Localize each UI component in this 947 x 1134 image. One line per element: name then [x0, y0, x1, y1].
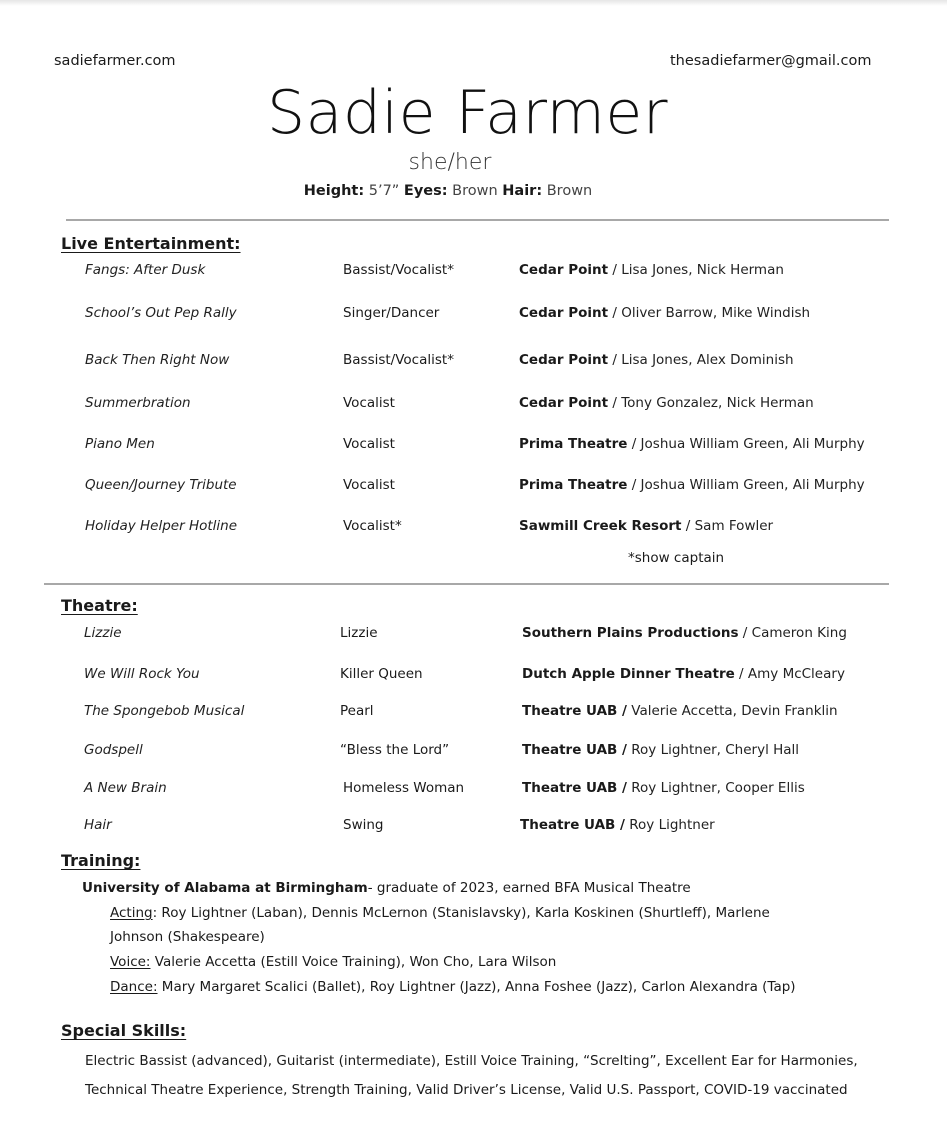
credit-show: Godspell — [84, 742, 143, 758]
credit-venue: Southern Plains Productions — [522, 625, 739, 641]
credit-role: Singer/Dancer — [343, 305, 440, 321]
credit-show: Summerbration — [85, 395, 191, 411]
credit-show: Hair — [84, 817, 112, 833]
credit-venue: Cedar Point — [519, 352, 609, 368]
dance-label: Dance: — [110, 979, 158, 995]
credit-show: Piano Men — [85, 436, 155, 452]
website-link[interactable]: sadiefarmer.com — [54, 53, 176, 69]
credit-role: Lizzie — [340, 625, 378, 641]
section-title-training: Training: — [61, 851, 141, 870]
page-top-shadow — [0, 0, 947, 6]
credit-show: School’s Out Pep Rally — [85, 305, 237, 321]
skills-line: Technical Theatre Experience, Strength Training, Valid Driver’s License, Valid U.S. Passport, COVID-19 vaccinated — [85, 1082, 848, 1098]
school-name: University of Alabama at Birmingham — [82, 880, 368, 896]
credit-venue: Dutch Apple Dinner Theatre — [522, 666, 735, 682]
credit-company — [522, 625, 847, 641]
credit-director: Roy Lightner, Cheryl Hall — [626, 742, 800, 758]
credit-venue: Cedar Point — [519, 262, 609, 278]
training-acting-cont: Johnson (Shakespeare) — [110, 929, 265, 945]
training-dance — [110, 979, 796, 995]
credit-director: / Joshua William Green, Ali Murphy — [627, 477, 865, 493]
page-title: Sadie Farmer — [266, 78, 668, 148]
credit-venue: Cedar Point — [519, 305, 609, 321]
pronouns: she/her — [408, 150, 492, 175]
credit-venue: Theatre UAB / — [522, 742, 627, 758]
credit-role: Killer Queen — [340, 666, 423, 682]
height-value: 5’7” — [368, 183, 400, 199]
credit-director: / Tony Gonzalez, Nick Herman — [608, 395, 814, 411]
credit-role: “Bless the Lord” — [340, 742, 450, 758]
credit-show: Queen/Journey Tribute — [85, 477, 237, 493]
hair-label: Hair: — [502, 183, 543, 199]
credit-company — [519, 518, 773, 534]
credit-director: / Cameron King — [738, 625, 847, 641]
credit-company — [522, 742, 799, 758]
credit-company — [519, 395, 814, 411]
credit-company — [522, 780, 805, 796]
voice-label: Voice: — [110, 954, 151, 970]
section-title-theatre: Theatre: — [61, 596, 138, 615]
credit-director: / Amy McCleary — [734, 666, 845, 682]
credit-company — [519, 436, 865, 452]
credit-venue: Prima Theatre — [519, 477, 628, 493]
credit-company — [519, 262, 784, 278]
credit-company — [522, 666, 845, 682]
credit-role: Pearl — [340, 703, 374, 719]
training-voice — [110, 954, 556, 970]
credit-role: Vocalist* — [343, 518, 402, 534]
credit-show: Lizzie — [84, 625, 122, 641]
credit-show: Fangs: After Dusk — [85, 262, 206, 278]
credit-company — [519, 305, 810, 321]
credit-director: Roy Lightner — [624, 817, 715, 833]
credit-company — [520, 817, 715, 833]
credit-venue: Prima Theatre — [519, 436, 628, 452]
training-school — [82, 880, 691, 896]
credit-company — [519, 477, 865, 493]
eyes-label: Eyes: — [403, 183, 448, 199]
credit-role: Vocalist — [343, 395, 395, 411]
credit-role: Bassist/Vocalist* — [343, 352, 454, 368]
show-captain-note: *show captain — [628, 550, 725, 566]
school-detail: - graduate of 2023, earned BFA Musical Theatre — [367, 880, 691, 896]
dance-teachers: Mary Margaret Scalici (Ballet), Roy Lightner (Jazz), Anna Foshee (Jazz), Carlon Alexandra (Tap) — [157, 979, 796, 995]
credit-role: Homeless Woman — [343, 780, 465, 796]
credit-director: / Joshua William Green, Ali Murphy — [627, 436, 865, 452]
credit-show: A New Brain — [84, 780, 167, 796]
credit-director: / Sam Fowler — [681, 518, 774, 534]
credit-director: / Oliver Barrow, Mike Windish — [608, 305, 811, 321]
acting-teachers: : Roy Lightner (Laban), Dennis McLernon (Stanislavsky), Karla Koskinen (Shurtleff), Marlene — [152, 905, 770, 921]
credit-director: / Lisa Jones, Nick Herman — [608, 262, 784, 278]
training-acting — [110, 905, 770, 921]
credit-show: Back Then Right Now — [85, 352, 230, 368]
credit-venue: Theatre UAB / — [522, 780, 627, 796]
credit-show: Holiday Helper Hotline — [85, 518, 238, 534]
credit-show: The Spongebob Musical — [84, 703, 245, 719]
credit-show: We Will Rock You — [84, 666, 200, 682]
section-title-skills: Special Skills: — [61, 1021, 187, 1040]
credit-company — [522, 703, 838, 719]
credit-venue: Cedar Point — [519, 395, 609, 411]
divider — [44, 583, 889, 585]
credit-venue: Theatre UAB / — [522, 703, 627, 719]
physical-stats — [0, 183, 896, 199]
credit-director: Roy Lightner, Cooper Ellis — [626, 780, 805, 796]
height-label: Height: — [303, 183, 365, 199]
credit-venue: Sawmill Creek Resort — [519, 518, 682, 534]
credit-role: Vocalist — [343, 477, 395, 493]
credit-director: / Lisa Jones, Alex Dominish — [608, 352, 794, 368]
voice-teachers: Valerie Accetta (Estill Voice Training), Won Cho, Lara Wilson — [150, 954, 557, 970]
eyes-value: Brown — [452, 183, 498, 199]
credit-venue: Theatre UAB / — [520, 817, 625, 833]
divider — [66, 219, 889, 221]
credit-company — [519, 352, 794, 368]
acting-label: Acting — [110, 905, 153, 921]
skills-line: Electric Bassist (advanced), Guitarist (intermediate), Estill Voice Training, “Screlting”, Excellent Ear for Harmonies, — [85, 1053, 858, 1069]
section-title-live: Live Entertainment: — [61, 234, 241, 253]
email-link[interactable]: thesadiefarmer@gmail.com — [670, 53, 872, 69]
credit-role: Vocalist — [343, 436, 395, 452]
credit-role: Bassist/Vocalist* — [343, 262, 454, 278]
hair-value: Brown — [546, 183, 593, 199]
credit-role: Swing — [343, 817, 384, 833]
credit-director: Valerie Accetta, Devin Franklin — [626, 703, 838, 719]
